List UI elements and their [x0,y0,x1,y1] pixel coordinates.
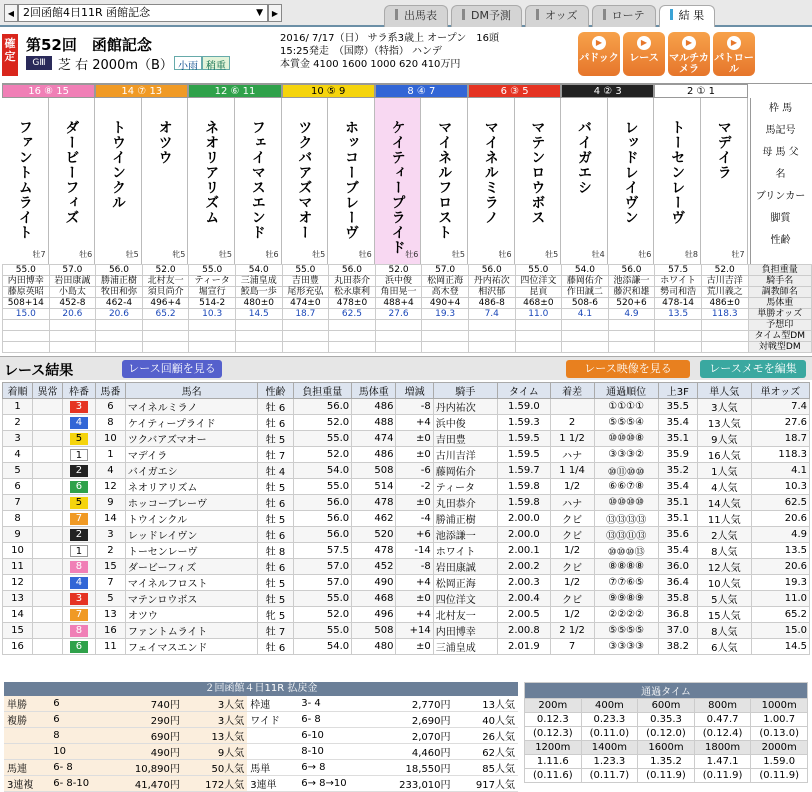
result-row[interactable]: 3 5 10 ツクバアズマオー 牡 5 55.0 474 ±0 吉田豊 1.59.5 1 1/2 ⑩⑩⑩⑧ 35.1 9人気 18.7 [3,431,810,447]
result-row[interactable]: 4 1 1 マデイラ 牡 7 52.0 486 ±0 古川吉洋 1.59.5 ハナ ③③③② 35.9 16人気 118.3 [3,447,810,463]
sex-age: 牡5 [125,250,139,259]
play-icon: ▶ [592,36,606,50]
entry-horse-column[interactable] [142,98,189,264]
waku-header: 8 ④ 7 [375,84,468,98]
top-bar [0,0,812,27]
sex-age: 牡5 [312,250,326,259]
horse-name: マイネルミラノ [482,120,499,225]
horse-name: トーセンレーヴ [669,120,686,225]
entry-horse-column[interactable] [188,98,235,264]
lap-table: 通過タイム 200m 400m 600m 800m 1000m 0.12.3 0.23.3 0.35.3 0.47.7 1.00.7 (0.12.3) (0.11.0) (0.12.0) (0.12.4) (0.13.0) 1200m 1400m 1600m 1800m 2000m 1.11.6 1.23.3 1.35.2 1.47.1 1.59.0 (0.11.6) (0.11.7) (0.11.9) (0.11.9) (0.11.9) [524,682,808,783]
horse-name: ダービーフィズ [63,120,80,225]
entry-horse-column[interactable] [375,98,422,264]
result-row[interactable]: 11 8 15 ダービーフィズ 牡 6 57.0 452 -8 岩田康誠 2.00.2 クビ ⑧⑧⑧⑧ 36.0 12人気 20.6 [3,559,810,575]
horse-name: ホッコーブレーヴ [342,120,359,240]
entry-horse-column[interactable] [701,98,748,264]
horse-name: フェイマスエンド [249,120,266,240]
tab-rotation[interactable]: ローテ [592,5,656,27]
waku-header: 12 ⑥ 11 [188,84,281,98]
entry-grid: 55.0 57.0 56.0 52.0 55.0 54.0 55.0 56.0 52.0 57.0 56.0 55.0 54.0 56.0 57.5 52.0 負担重量 内田博幸 岩田康誠 勝浦正樹 北村友一 ティータ 三浦皇成 吉田豊 丸田恭介 浜中俊 松岡正海 丹内祐次 四位洋文 藤岡佑介 池添謙一 ホワイト 古川吉洋 騎手名 藤原英昭 小島太 牧田和弥 須貝尚介 堀宣行 鮫島一歩 尾形充弘 松永康利 角田晃一 高木登 相沢郁 昆貢 作田誠二 藤沢和雄 勢司和浩 荒川義之 調教師名 508+14 452-8 462-4 496+4 514-2 480±0 474±0 478±0 488+4 490+4 486-8 468±0 508-6 520+6 478-14 486±0 馬体重 15.0 20.6 20.6 65.2 10.3 14.5 18.7 62.5 27.6 19.3 7.4 11.0 4.1 4.9 13.5 118.3 単勝オッズ 予想印 タイム型DM 対戦型DM [2,264,812,353]
sex-age: 牡5 [451,250,465,259]
entry-horse-column[interactable] [95,98,142,264]
sex-age: 牡5 [545,250,559,259]
entry-horse-column[interactable] [235,98,282,264]
kakutei-badge: 確定 [2,34,18,76]
entry-horse-column[interactable] [654,98,701,264]
entry-horse-column[interactable] [49,98,96,264]
prev-race-icon[interactable]: ◀ [4,4,18,22]
memo-button[interactable]: レースメモを編集 [700,360,806,378]
horse-name: レッドレイヴン [622,120,639,225]
result-row[interactable]: 1 3 6 マイネルミラノ 牡 6 56.0 486 -8 丹内祐次 1.59.0 ①①①① 35.5 3人気 7.4 [3,399,810,415]
result-row[interactable]: 13 3 5 マテンロウボス 牡 5 55.0 468 ±0 四位洋文 2.00.4 クビ ⑨⑨⑧⑨ 35.8 5人気 11.0 [3,591,810,607]
tab-dm[interactable]: DM予測 [451,5,522,27]
race-header [0,30,812,82]
result-row[interactable]: 2 4 8 ケイティープライド 牡 6 52.0 488 +4 浜中俊 1.59.3 2 ⑤⑤⑤④ 35.4 13人気 27.6 [3,415,810,431]
horse-name: ネオリアリズム [203,120,220,225]
waku-header: 14 ⑦ 13 [95,84,188,98]
result-row[interactable]: 7 5 9 ホッコーブレーヴ 牡 6 56.0 478 ±0 丸田恭介 1.59.8 ハナ ⑩⑩⑩⑩ 35.1 14人気 62.5 [3,495,810,511]
entry-horse-column[interactable] [282,98,329,264]
horse-name: マデイラ [715,120,732,180]
result-row[interactable]: 8 7 14 トウインクル 牡 5 56.0 462 -4 勝浦正樹 2.00.0 クビ ⑬⑬⑬⑬ 35.1 11人気 20.6 [3,511,810,527]
sex-age: 牡6 [405,250,419,259]
sex-age: 牡6 [265,250,279,259]
sex-age: 牡7 [731,250,745,259]
entry-horse-column[interactable] [515,98,562,264]
waku-header: 6 ③ 5 [468,84,561,98]
play-icon: ▶ [637,36,651,50]
horse-name: トウインクル [109,120,126,210]
payout-row: 3連複 6- 8-10 41,470円 172人気 3連単 6→ 8→10 233,010円 917人気 [4,776,518,792]
course-info: 芝 右 2000m（B） [58,58,173,73]
result-row[interactable]: 10 1 2 トーセンレーヴ 牡 8 57.5 478 -14 ホワイト 2.00.1 1/2 ⑩⑩⑩⑬ 35.4 8人気 13.5 [3,543,810,559]
sex-age: 牡6 [638,250,652,259]
horse-name: マテンロウボス [529,120,546,225]
result-row[interactable]: 16 6 11 フェイマスエンド 牡 6 54.0 480 ±0 三浦皇成 2.01.9 7 ③③③③ 38.2 6人気 14.5 [3,639,810,655]
multicam-button[interactable]: ▶ マルチカメラ [668,32,710,76]
payout-title: ２回函館４日11R 払戻金 [4,682,518,696]
entry-horse-column[interactable] [608,98,655,264]
payout-row: 馬連 6- 8 10,890円 50人気 馬単 6→ 8 18,550円 85人気 [4,760,518,776]
entry-legend: 枠 馬 馬記号 母 馬 父 名 ブリンカー 脚質 性齢 [750,98,810,264]
race-button[interactable]: ▶ レース [623,32,665,76]
waku-header: 10 ⑤ 9 [282,84,375,98]
tab-result[interactable]: 結 果 [659,5,716,27]
results-title: レース結果 [4,363,74,379]
sex-age: 牝5 [172,250,186,259]
horse-name: バイガエシ [575,120,592,195]
payout-row: 複勝 6 290円 3人気 ワイド 6- 8 2,690円 40人気 [4,712,518,728]
tab-entry[interactable]: 出馬表 [384,5,448,27]
race-info: 2016/ 7/17（日） サラ系3歳上 オープン 16頭 15:25発走 （国際）（特指） ハンデ 本賞金 4100 1600 1000 620 410万円 [280,33,499,70]
waku-header: 2 ① 1 [654,84,747,98]
waku-header: 16 ⑧ 15 [2,84,95,98]
entry-horse-column[interactable] [328,98,375,264]
result-row[interactable]: 12 4 7 マイネルフロスト 牡 5 57.0 490 +4 松岡正海 2.00.3 1/2 ⑦⑦⑥⑤ 36.4 10人気 19.3 [3,575,810,591]
result-row[interactable]: 9 2 3 レッドレイヴン 牡 6 56.0 520 +6 池添謙一 2.00.0 クビ ⑬⑬⑪⑬ 35.6 2人気 4.9 [3,527,810,543]
result-row[interactable]: 15 8 16 ファントムライト 牡 7 55.0 508 +14 内田博幸 2.00.8 2 1/2 ⑤⑤⑤⑤ 37.0 8人気 15.0 [3,623,810,639]
entry-horse-column[interactable] [421,98,468,264]
tab-bar [384,5,715,27]
payout-table [4,696,518,792]
sex-age: 牡6 [79,250,93,259]
sex-age: 牡8 [684,250,698,259]
chevron-down-icon: ▼ [256,8,263,18]
payout-row: 単勝 6 740円 3人気 枠連 3- 4 2,770円 13人気 [4,696,518,712]
review-button[interactable]: レース回顧を見る [122,360,222,378]
paddock-button[interactable]: ▶ パドック [578,32,620,76]
race-select-value: 2回函館4日11R 函館記念 [23,6,151,19]
sex-age: 牡5 [218,250,232,259]
video-buttons [578,32,755,76]
sex-age: 牡7 [32,250,46,259]
video-button[interactable]: レース映像を見る [566,360,690,378]
waku-header: 4 ② 3 [561,84,654,98]
payout-row: 10 490円 9人気 8-10 4,460円 62人気 [4,744,518,760]
sex-age: 牡4 [591,250,605,259]
horse-name: ケイティープライド [389,120,406,255]
race-select[interactable] [18,4,268,22]
horse-name: マイネルフロスト [436,120,453,240]
play-icon: ▶ [682,36,696,50]
grade-badge: GⅢ [26,56,52,70]
race-title: 第52回 函館記念 [26,36,152,54]
payout-row: 8 690円 13人気 6-10 2,070円 26人気 [4,728,518,744]
play-icon: ▶ [727,36,741,50]
next-race-icon[interactable]: ▶ [268,4,282,22]
race-selector[interactable] [4,4,282,22]
weather-badge: 小雨 稍重 [174,56,230,70]
result-row[interactable]: 14 7 13 オツウ 牝 5 52.0 496 +4 北村友一 2.00.5 1/2 ②②②② 36.8 15人気 65.2 [3,607,810,623]
result-row[interactable]: 6 6 12 ネオリアリズム 牡 5 55.0 514 -2 ティータ 1.59.8 1/2 ⑥⑥⑦⑧ 35.4 4人気 10.3 [3,479,810,495]
sex-age: 牡6 [498,250,512,259]
entry-horse-column[interactable] [468,98,515,264]
entry-horse-column[interactable] [2,98,49,264]
horse-name: ファントムライト [16,120,33,240]
sex-age: 牡6 [358,250,372,259]
result-row[interactable]: 5 2 4 バイガエシ 牡 4 54.0 508 -6 藤岡佑介 1.59.7 1 1/4 ⑩⑪⑩⑩ 35.2 1人気 4.1 [3,463,810,479]
horse-name: ツクバアズマオー [296,120,313,240]
results-table: 着順 異常 枠番 馬番 馬名 性齢 負担重量 馬体重 増減 騎手 タイム 着差 通過順位 上3F 単人気 単オッズ 1 3 6 マイネルミラノ 牡 6 56.0 486 -8 丹内祐次 1.59.0 ①①①① 35.5 3人気 7.4 2 4 8 ケイティープライド 牡 6 52.0 488 +4 浜中俊 1.59.3 2 ⑤⑤⑤④ 35.4 13人気 27.6 3 5 10 ツクバアズマオー 牡 5 55.0 474 ±0 吉田豊 1.59.5 1 1/2 ⑩⑩⑩⑧ 35.1 9人気 18.7 4 1 1 マデイラ 牡 7 52.0 486 ±0 古川吉洋 1.59.5 ハナ ③③③② 35.9 16人気 118.3 5 2 4 バイガエシ 牡 4 54.0 508 -6 藤岡佑介 1.59.7 1 1/4 ⑩⑪⑩⑩ 35.2 1人気 4.1 6 6 12 ネオリアリズム 牡 5 55.0 514 -2 ティータ 1.59.8 1/2 ⑥⑥⑦⑧ 35.4 4人気 10.3 7 5 9 ホッコーブレーヴ 牡 6 56.0 478 ±0 丸田恭介 1.59.8 ハナ ⑩⑩⑩⑩ 35.1 14人気 62.5 8 7 14 トウインクル 牡 5 56.0 462 -4 勝浦正樹 2.00.0 クビ ⑬⑬⑬⑬ 35.1 11人気 20.6 9 2 3 レッドレイヴン 牡 6 56.0 520 +6 池添謙一 2.00.0 クビ ⑬⑬⑪⑬ 35.6 2人気 4.9 10 1 2 トーセンレーヴ 牡 8 57.5 478 -14 ホワイト 2.00.1 1/2 ⑩⑩⑩⑬ 35.4 8人気 13.5 11 8 15 ダービーフィズ 牡 6 57.0 452 -8 岩田康誠 2.00.2 クビ ⑧⑧⑧⑧ 36.0 12人気 20.6 12 4 7 マイネルフロスト 牡 5 57.0 490 +4 松岡正海 2.00.3 1/2 ⑦⑦⑥⑤ 36.4 10人気 19.3 13 3 5 マテンロウボス 牡 5 55.0 468 ±0 四位洋文 2.00.4 クビ ⑨⑨⑧⑨ 35.8 5人気 11.0 14 7 13 オツウ 牝 5 52.0 496 +4 北村友一 2.00.5 1/2 ②②②② 36.8 15人気 65.2 15 8 16 ファントムライト 牡 7 55.0 508 +14 内田博幸 2.00.8 2 1/2 ⑤⑤⑤⑤ 37.0 8人気 15.0 16 6 11 フェイマスエンド 牡 6 54.0 480 ±0 三浦皇成 2.01.9 7 ③③③③ 38.2 6人気 14.5 [2,382,810,655]
horse-name: オツウ [156,120,173,165]
entry-horse-column[interactable] [561,98,608,264]
entry-table [2,83,812,351]
results-bar [0,356,812,380]
tab-odds[interactable]: オッズ [525,5,589,27]
patrol-button[interactable]: ▶ パトロール [713,32,755,76]
